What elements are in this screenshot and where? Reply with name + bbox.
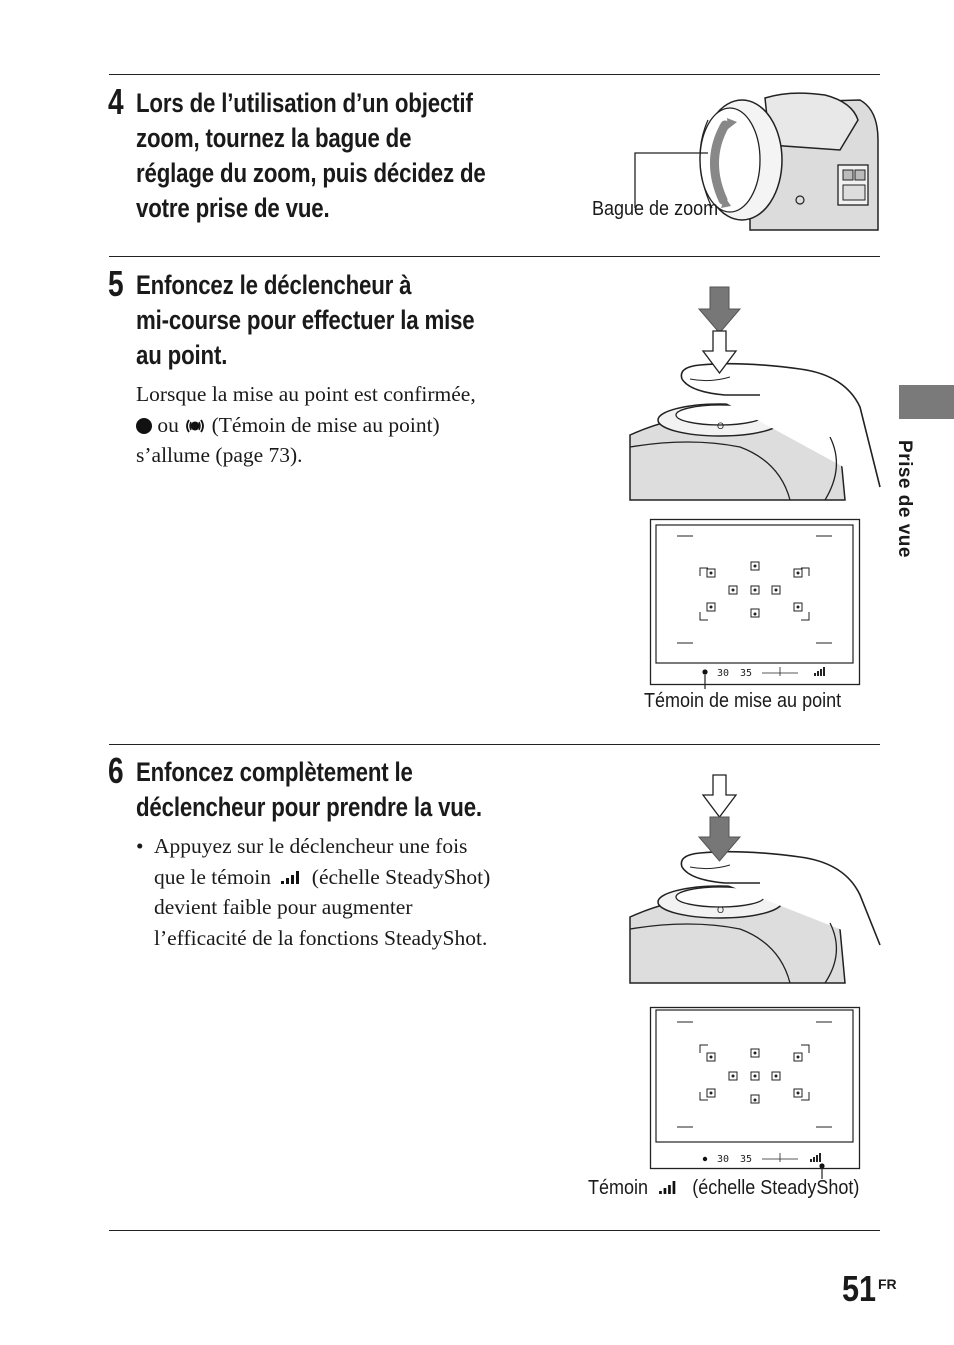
shutter-half-press-illustration [630, 287, 880, 502]
step-6-bullet [154, 831, 490, 953]
step-5-title [136, 268, 475, 373]
step-6-bullet-marker: • [136, 834, 144, 858]
step-6-title-line: Enfoncez complètement le [136, 757, 413, 787]
step-4-title-line: votre prise de vue. [136, 193, 330, 223]
zoom-ring-caption: Bague de zoom [592, 198, 719, 220]
steadyshot-scale-icon [658, 1179, 678, 1195]
steadyshot-caption-text: (échelle SteadyShot) [692, 1177, 860, 1199]
step-6-bullet-line: devient faible pour augmenter [154, 895, 413, 919]
indicator-caption-text: Témoin [588, 1177, 649, 1199]
step-4-title [136, 86, 486, 226]
focus-indicator-caption: Témoin de mise au point [644, 690, 842, 712]
step-4-title-line: Lors de l’utilisation d’un objectif [136, 88, 473, 118]
vf-readout-1: 30 [717, 1154, 730, 1165]
step-5-body [136, 379, 476, 471]
step-6-bullet-line [154, 862, 490, 893]
focus-indicator-text: (Témoin de mise au point) [211, 412, 440, 437]
steadyshot-scale-icon [280, 869, 302, 885]
page-language-suffix: FR [878, 1276, 897, 1292]
rule-step-6 [109, 744, 880, 745]
step-4-number: 4 [108, 81, 124, 122]
rule-bottom [109, 1230, 880, 1231]
step-6-title [136, 755, 482, 825]
step-4-title-line: zoom, tournez la bague de [136, 123, 412, 153]
step-5-body-line [136, 410, 476, 441]
or-text: ou [157, 412, 179, 437]
viewfinder-display-steadyshot [650, 1007, 862, 1177]
steadyshot-caption [588, 1177, 859, 1200]
step-4-title-line: réglage du zoom, puis décidez de [136, 158, 486, 188]
section-tab-label: Prise de vue [894, 440, 915, 558]
step-5-title-line: Enfoncez le déclencheur à [136, 270, 412, 300]
steadyshot-scale-text: (échelle SteadyShot) [311, 864, 491, 889]
vf-readout-1: 30 [717, 668, 730, 679]
indicator-text: que le témoin [154, 864, 272, 889]
step-5-number: 5 [108, 263, 124, 304]
rule-step-5 [109, 256, 880, 257]
focus-indicator-icon [184, 417, 206, 435]
vf-readout-2: 35 [740, 1154, 753, 1165]
vf-readout-2: 35 [740, 668, 753, 679]
svg-text:O: O [717, 421, 725, 431]
step-5-body-line: s’allume (page 73). [136, 443, 303, 467]
step-5-title-line: mi-course pour effectuer la mise [136, 305, 475, 335]
step-6-bullet-line: Appuyez sur le déclencheur une fois [154, 834, 468, 858]
focus-dot-icon [136, 418, 152, 434]
step-6-title-line: déclencheur pour prendre la vue. [136, 792, 482, 822]
rule-top [109, 74, 880, 75]
step-6-number: 6 [108, 750, 124, 791]
step-5-body-line: Lorsque la mise au point est confirmée, [136, 382, 476, 406]
step-6-bullet-line: l’efficacité de la fonctions SteadyShot. [154, 925, 488, 950]
viewfinder-display-focus [650, 519, 862, 687]
step-5-title-line: au point. [136, 340, 228, 370]
section-tab-marker [899, 385, 954, 419]
svg-text:O: O [717, 905, 725, 915]
shutter-full-press-illustration [630, 775, 880, 985]
page-number: 51 [842, 1268, 877, 1309]
